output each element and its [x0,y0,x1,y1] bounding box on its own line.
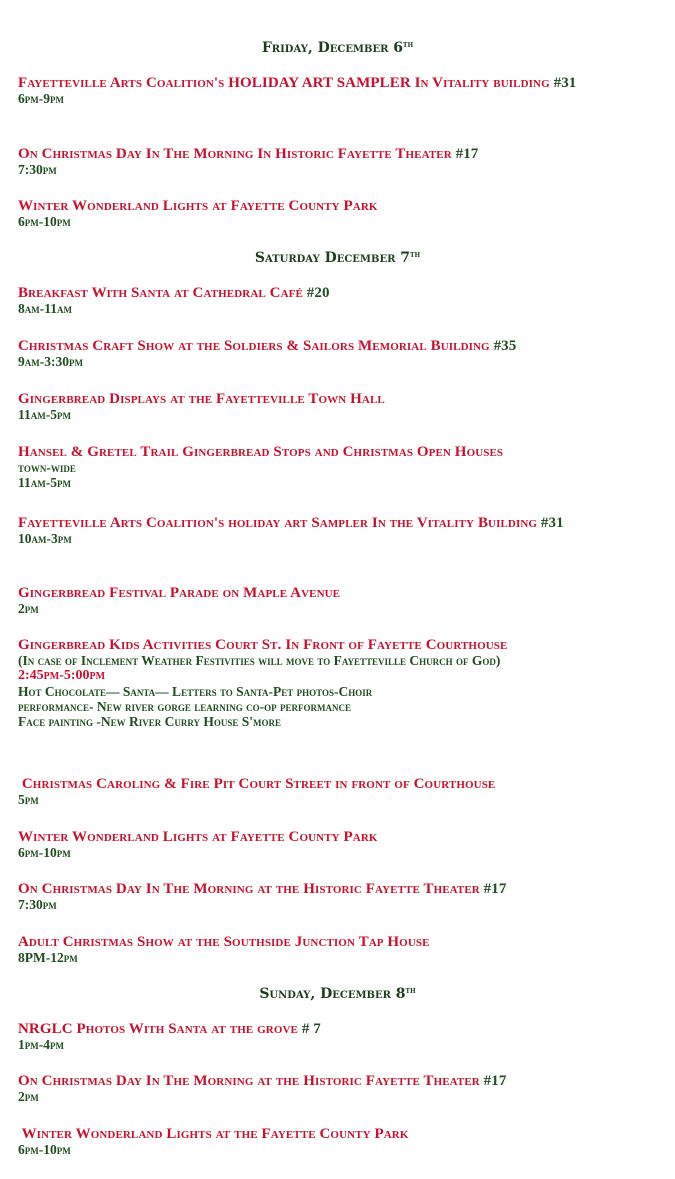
event-title [18,515,668,531]
day-heading-text: Friday, December 6 [261,40,404,56]
event-time: 8PM-12pm [18,950,78,965]
day-heading-sup: th [410,249,421,259]
event-detail-line: performance- New river gorge learning co-op performance [18,699,351,714]
day-heading-friday [0,40,675,56]
event-title-text: On Christmas Day In The Morning at the Historic Fayette Theater [18,881,480,897]
event-item [18,776,668,807]
event-item [18,146,668,177]
event-title: Hansel & Gretel Trail Gingerbread Stops and Christmas Open Houses [18,444,504,460]
event-building-number: #17 [483,1073,507,1089]
event-title: Adult Christmas Show at the Southside Junction Tap House [18,934,430,950]
event-title [18,1021,668,1037]
day-heading-sunday [0,986,675,1002]
event-title: Winter Wonderland Lights at Fayette County Park [18,198,378,214]
event-building-number: #35 [493,338,517,354]
event-title [18,1073,668,1089]
event-building-number: #20 [306,285,330,301]
event-time: 9am-3:30pm [18,354,83,369]
event-building-number: # 7 [301,1021,321,1037]
event-item [18,1126,668,1157]
event-item [18,338,668,369]
event-note: (In case of Inclement Weather Festivities will move to Fayetteville Church of God) [18,653,501,668]
event-time: 2pm [18,1089,39,1104]
event-title: Gingerbread Displays at the Fayetteville Town Hall [18,391,385,407]
event-title: Christmas Caroling & Fire Pit Court Street in front of Courthouse [18,776,496,792]
event-title [18,146,668,162]
event-time: 5pm [18,792,39,807]
event-title-text: On Christmas Day In The Morning In Historic Fayette Theater [18,146,452,162]
event-item [18,444,668,490]
event-title [18,881,668,897]
event-building-number: #31 [553,75,577,91]
event-title [18,75,668,91]
event-title: Winter Wonderland Lights at the Fayette County Park [18,1126,409,1142]
event-item [18,585,668,616]
event-time: 2pm [18,601,39,616]
event-title-text: NRGLC Photos With Santa at the grove [18,1021,298,1037]
event-item [18,515,668,546]
event-detail-line: Hot Chocolate— Santa— Letters to Santa-Pet photos-Choir [18,684,373,699]
event-time: 6pm-10pm [18,214,71,229]
event-title [18,285,668,301]
event-title: Winter Wonderland Lights at Fayette County Park [18,829,378,845]
event-title-text: Christmas Craft Show at the Soldiers & Sailors Memorial Building [18,338,490,354]
event-item [18,75,668,106]
event-time: 11am-5pm [18,407,71,422]
day-heading-text: Sunday, December 8 [259,986,406,1002]
event-title: Gingerbread Kids Activities Court St. In Front of Fayette Courthouse [18,637,508,653]
event-building-number: #31 [540,515,564,531]
event-item [18,391,668,422]
event-time: 10am-3pm [18,531,72,546]
event-time: 1pm-4pm [18,1037,64,1052]
event-item [18,1021,668,1052]
event-item [18,934,668,965]
event-title-text: Fayetteville Arts Coalition's holiday art Sampler In the Vitality Building [18,515,538,531]
event-time: 2:45pm-5:00pm [18,668,106,683]
day-heading-sup: th [403,39,414,49]
event-building-number: #17 [455,146,479,162]
event-item [18,829,668,860]
event-time: 8am-11am [18,301,72,316]
event-title-text: On Christmas Day In The Morning at the Historic Fayette Theater [18,1073,480,1089]
event-time: 6pm-10pm [18,1142,71,1157]
event-item [18,198,668,229]
event-subtitle: town-wide [18,460,76,475]
day-heading-sup: th [405,985,416,995]
event-time: 7:30pm [18,897,57,912]
event-item [18,881,668,912]
day-heading-saturday [0,250,675,266]
event-title-text: Breakfast With Santa at Cathedral Café [18,285,303,301]
event-time: 6pm-9pm [18,91,64,106]
event-item [18,1073,668,1104]
event-detail-line: Face painting -New River Curry House S'more [18,714,282,729]
event-item [18,285,668,316]
event-title [18,338,668,354]
event-title: Gingerbread Festival Parade on Maple Avenue [18,585,341,601]
event-building-number: #17 [483,881,507,897]
event-time: 7:30pm [18,162,57,177]
event-item [18,637,668,729]
day-heading-text: Saturday December 7 [254,250,410,266]
event-time: 6pm-10pm [18,845,71,860]
event-title-text: Fayetteville Arts Coalition's HOLIDAY ART SAMPLER In Vitality building [18,75,550,91]
event-time: 11am-5pm [18,475,71,490]
